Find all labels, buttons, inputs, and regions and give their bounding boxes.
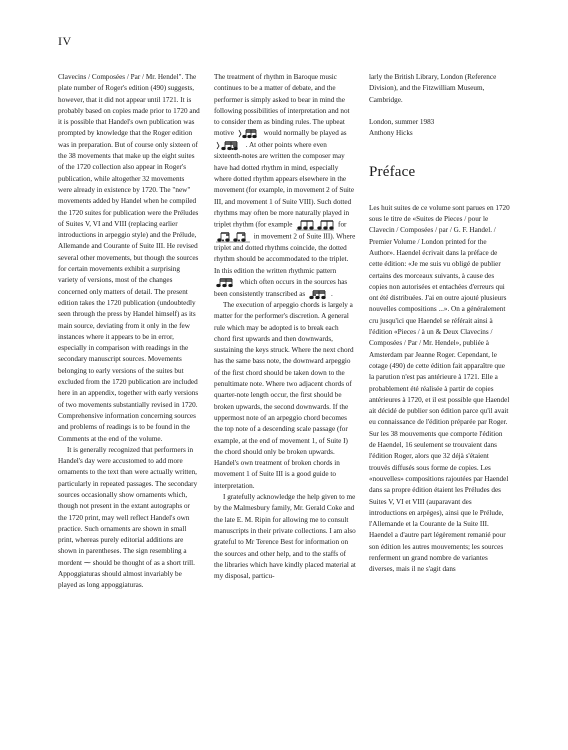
paragraph-sources: Clavecins / Composées / Par / Mr. Hendel". The plate number of Roger's edition (490) suggests, however, that it did not appear until 1721. It is probably based on copies made prior to 1720 and it is possible that Handel's own publication was prompted by knowledge that the Roger edition was in preparation. But of course only sixteen of the 38 movements that make up the eight suites of the 1720 collection also appear in Roger's publication, while altogether 32 movements were already in existence by 1720. The "new" movements added by Handel when he compiled the 1720 suites for publication were the Préludes of Suites V, VI and VIII (replacing earlier introductions in arpeggio style) and the Prélude, Allemande and Courante of Suite III. He revised several other movements, but though the sources for certain movements exhibit a surprising variety of versions, most of the changes concerned only matters of detail. The present edition takes the 1720 publication (undoubtedly seen through the press by Handel himself) as its main source, deviating from it only in the few instances where it appears to be in error, especially in comparison with readings in the secondary manuscript sources. Movements belonging to early versions of the suites but excluded from the 1720 publication are included here in an appendix, together with early versions of two movements substantially revised in 1720. Comprehensive information concerning sources and problems of readings is to be found in the Comments at the end of the volume.: [58, 73, 200, 443]
music-example-upbeat: [237, 128, 261, 139]
rhythm-text-3: . At other points where even sixteenth-notes are written the composer may have had dotted rhythm in mind, especially where dotted rhythm appears elsewhere in the movement (for example, in movement 2 of Suite III, and movement 1 of Suite VIII). Such dotted rhythms may often be more naturally played in triplet rhythm (for example: [214, 141, 355, 229]
paragraph-acknowledgements-cont: larly the British Library, London (Reference Division), and the Fitzwilliam Museum, Cambridge.: [369, 73, 497, 104]
rhythm-text-7: .: [331, 289, 333, 298]
paragraph-ornaments: It is generally recognized that performers in Handel's day were accustomed to add more ornaments to the text than were actually written, particularly in repeated passages. The secondary sources occasionally show ornaments which, though not present in the extant autographs or the 1720 print, may well reflect Handel's own practice. Such ornaments are shown in small print, whereas purely editorial additions are shown in parentheses. The sign resembling a mordent ⁓ should be thought of as a short trill. Appoggiaturas should almost invariably be played as long appoggiaturas.: [58, 445, 198, 590]
music-example-written-pattern: [215, 277, 237, 288]
paragraph-acknowledgements: I gratefully acknowledge the help given to me by the Malmesbury family, Mr. Gerald Coke and the late E. M. Ripin for allowing me to consult manuscripts in their private collections. I am also grateful to Mr Terence Best for information on the sources and other help, and to the staffs of the libraries which have kindly placed material at my disposal, particu-: [214, 493, 356, 581]
rhythm-text-4: for: [338, 220, 347, 229]
rhythm-text-6: which often occurs in the sources has been consistently transcribed as: [214, 278, 348, 298]
preface-heading: Préface: [369, 164, 416, 181]
column-left: [58, 72, 200, 592]
music-example-transcribed: [308, 289, 330, 300]
paragraph-arpeggio: The execution of arpeggio chords is largely a matter for the performer's discretion. A general rule which may be adopted is to break each chord first upwards and then downwards, sustaining the keys struck. Where the next chord has the same bass note, the downward arpeggio of the first chord should be taken down to the penultimate note. Where two adjacent chords of quarter-note length occur, the first should be broken upwards, the second downwards. If the uppermost note of an arpeggio chord becomes the top note of a descending scale passage (for example, at the end of movement 1, of Suite I) the chord should only be broken upwards. Handel's own treatment of broken chords in movement 1 of Suite III is a good guide to interpretation.: [214, 300, 354, 490]
music-example-dotted: [215, 140, 243, 151]
rhythm-text-1: The treatment of rhythm in Baroque music continues to be a matter of debate, and the performer is simply asked to bear in mind the following possibilities of interpretation and not to consider them as binding rules. The upbeat motive: [214, 73, 350, 138]
author-signature: Anthony Hicks: [369, 129, 413, 138]
place-date: London, summer 1983: [369, 117, 435, 126]
music-example-triplet: [295, 219, 335, 231]
page-number: IV: [58, 34, 72, 48]
rhythm-text-5: in movement 2 of Suite III). Where triplet and dotted rhythms coincide, the dotted rhythm should be accommodated to the triplet. In this edition the written rhythmic pattern: [214, 232, 356, 275]
music-example-dotted-pair: [215, 231, 251, 243]
column-right: [369, 72, 511, 576]
rhythm-text-2: would normally be played as: [263, 129, 347, 138]
paragraph-preface-fr: Les huit suites de ce volume sont parues en 1720 sous le titre de «Suites de Pieces / pour le Clavecin / Composées / par / G. F. Handel. / Premier Volume / London printed for the Author». Haendel écrivait dans la préface de cette édition: «Je me suis vu obligé de publier certains des morceaux suivants, à cause des copies non autorisées et entachées d'erreurs qui ont été distribuées. J'ai en outre ajouté plusieurs nouvelles compositions ...». On a généralement cru jusqu'ici que Haendel se référait ainsi à l'édition «Pieces / à un & Deux Clavecins / Composées / Par / Mr. Hendel», publiée à Amsterdam par Jeanne Roger. Cependant, le cotage (490) de cette édition fait apparaître que la parution n'est pas antérieure à 1721. Elle a probablement été réalisée à partir de copies antérieures à 1720, et il est possible que Haendel ait décidé de publier son édition parce qu'il avait eu connaissance de l'édition préparée par Roger. Sur les 38 mouvements que comporte l'édition de Haendel, 16 seulement se trouvaient dans l'édition Roger, alors que 32 déjà s'étaient trouvés diffusés sous forme de copies. Les «nouvelles» compositions rajoutées par Haendel dans sa propre édition étaient les Préludes des Suites V, VI et VIII (auparavant des introductions en arpèges), ainsi que le Prélude, l'Allemande et la Courante de la Suite III. Haendel a d'autre part légèrement remanié pour son édition les autres mouvements; les sources renferment un grand nombre de variantes diverses, mais il ne s'agit dans: [369, 203, 510, 574]
column-middle: [214, 72, 356, 582]
paragraph-rhythm: [214, 72, 356, 300]
